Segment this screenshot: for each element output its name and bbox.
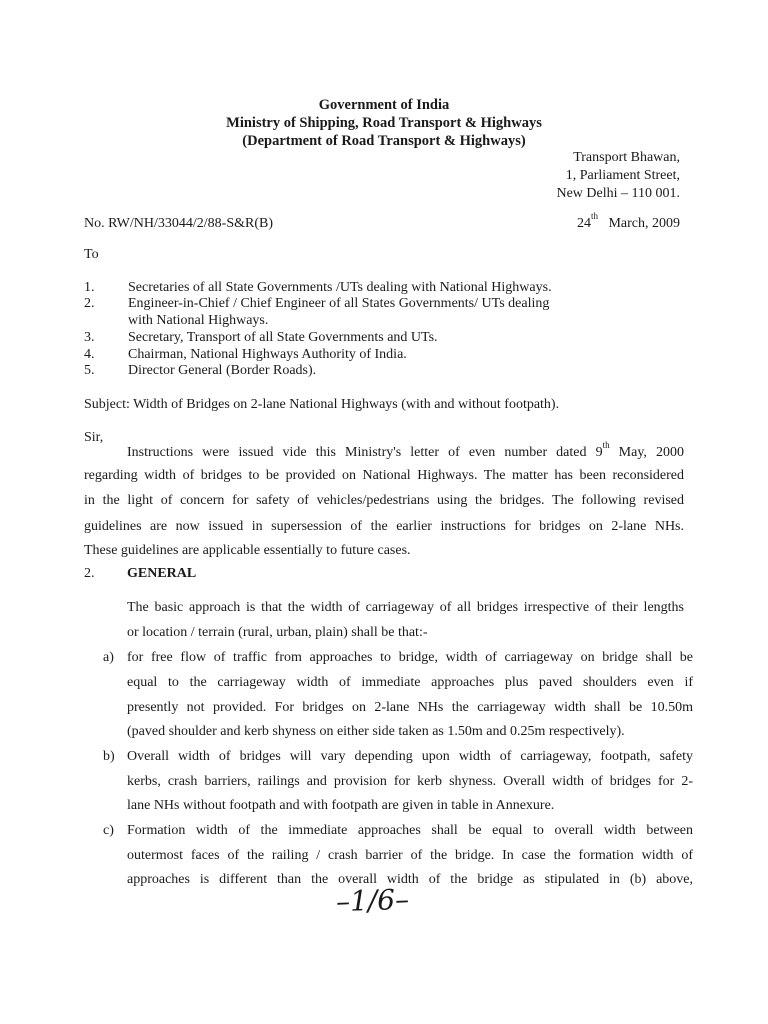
subject-line: Subject: Width of Bridges on 2-lane National Highways (with and without footpath).: [84, 397, 560, 412]
item-label: c): [103, 823, 114, 838]
recipient-number: 3.: [84, 330, 95, 345]
letterhead-department: (Department of Road Transport & Highways): [242, 133, 526, 149]
letterhead-ministry: Ministry of Shipping, Road Transport & Highways: [226, 115, 542, 131]
item-line: equal to the carriageway width of immediate approaches plus paved shoulders even if: [127, 675, 693, 690]
letterhead-government: Government of India: [318, 97, 450, 113]
item-line: Overall width of bridges will vary depending upon width of carriageway, footpath, safety: [127, 749, 693, 764]
item-line: outermost faces of the railing / crash barrier of the bridge. In case the formation width of: [127, 848, 693, 863]
item-line: kerbs, crash barriers, railings and provision for kerb shyness. Overall width of bridges for 2-: [127, 774, 693, 789]
recipient-item: Secretary, Transport of all State Governments and UTs.: [128, 330, 438, 345]
item-label: b): [103, 749, 115, 764]
address-line-1: Transport Bhawan,: [573, 150, 680, 165]
intro-line-3: in the light of concern for safety of vehicles/pedestrians using the bridges. The following revised: [84, 493, 684, 508]
recipient-item: Secretaries of all State Governments /UTs dealing with National Highways.: [128, 280, 552, 295]
address-line-3: New Delhi – 110 001.: [556, 186, 680, 201]
address-line-2: 1, Parliament Street,: [565, 168, 680, 183]
to-label: To: [84, 247, 99, 262]
intro-line-4: guidelines are now issued in supersession of the earlier instructions for bridges on 2-lane NHs.: [84, 519, 684, 534]
item-line: for free flow of traffic from approaches to bridge, width of carriageway on bridge shall be: [127, 650, 693, 665]
item-line: lane NHs without footpath and with footpath are given in table in Annexure.: [127, 798, 555, 813]
intro-line-1: Instructions were issued vide this Ministry's letter of even number dated 9th May, 2000: [127, 440, 684, 460]
reference-number: No. RW/NH/33044/2/88-S&R(B): [84, 216, 274, 231]
intro-line-5: These guidelines are applicable essentially to future cases.: [84, 543, 411, 558]
reference-date: 24th March, 2009: [576, 211, 680, 231]
page-mark: –1/6–: [335, 882, 410, 919]
item-line: approaches is different than the overall width of the bridge as stipulated in (b) above,: [127, 872, 693, 887]
section-number: 2.: [84, 566, 95, 581]
section-para-line-1: The basic approach is that the width of carriageway of all bridges irrespective of their lengths: [127, 600, 684, 615]
recipient-item-continued: with National Highways.: [128, 313, 269, 328]
recipient-item: Director General (Border Roads).: [128, 363, 317, 378]
recipient-item: Chairman, National Highways Authority of India.: [128, 347, 407, 362]
recipient-number: 5.: [84, 363, 95, 378]
item-line: Formation width of the immediate approaches shall be equal to overall width between: [127, 823, 693, 838]
recipient-number: 1.: [84, 280, 95, 295]
section-heading: GENERAL: [127, 566, 197, 581]
recipient-number: 4.: [84, 347, 95, 362]
item-line: presently not provided. For bridges on 2-lane NHs the carriageway width shall be 10.50m: [127, 700, 693, 715]
item-line: (paved shoulder and kerb shyness on either side taken as 1.50m and 0.25m respectively).: [127, 724, 625, 739]
section-para-line-2: or location / terrain (rural, urban, plain) shall be that:-: [127, 625, 428, 640]
salutation: Sir,: [84, 430, 104, 445]
item-label: a): [103, 650, 114, 665]
recipient-number: 2.: [84, 296, 95, 311]
intro-line-2: regarding width of bridges to be provided on National Highways. The matter has been reconsidered: [84, 468, 684, 483]
recipient-item: Engineer-in-Chief / Chief Engineer of all States Governments/ UTs dealing: [128, 296, 550, 311]
